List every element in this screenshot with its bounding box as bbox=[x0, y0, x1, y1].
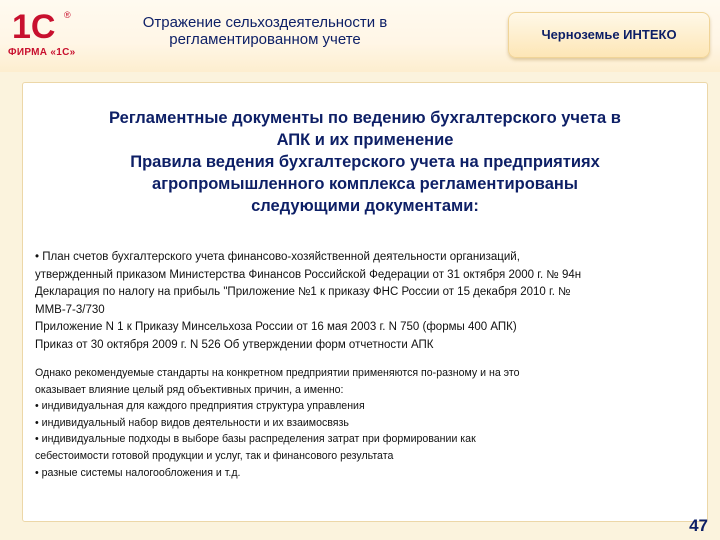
slide-header-title bbox=[100, 14, 430, 48]
documents-line: ММВ-7-3/730 bbox=[35, 303, 105, 316]
main-heading bbox=[23, 107, 707, 217]
documents-line: • План счетов бухгалтерского учета финансово-хозяйственной деятельности организаций, bbox=[35, 251, 520, 263]
company-name: Черноземье ИНТЕКО bbox=[541, 27, 677, 42]
notes-line: • индивидуальные подходы в выборе базы распределения затрат при формировании как bbox=[35, 433, 476, 446]
logo-mark: 1С bbox=[12, 8, 56, 46]
heading-line: Правила ведения бухгалтерского учета на предприятиях bbox=[130, 153, 600, 171]
heading-line: АПК и их применение bbox=[276, 131, 454, 149]
documents-line: Приказ от 30 октября 2009 г. N 526 Об утверждении форм отчетности АПК bbox=[35, 338, 434, 351]
company-badge bbox=[508, 12, 710, 58]
page-number: 47 bbox=[689, 516, 708, 535]
logo-1c bbox=[8, 8, 86, 64]
documents-line: Декларация по налогу на прибыль "Приложение №1 к приказу ФНС России от 15 декабря 2010 г. № bbox=[35, 286, 571, 298]
notes-line: Однако рекомендуемые стандарты на конкретном предприятии применяются по-разному и на это bbox=[35, 367, 520, 379]
notes-line: • индивидуальная для каждого предприятия структура управления bbox=[35, 400, 365, 413]
heading-line: следующими документами: bbox=[251, 197, 479, 215]
notes-line: • индивидуальный набор видов деятельности и их взаимосвязь bbox=[35, 416, 349, 429]
header-band bbox=[0, 0, 720, 72]
header-title-line: Отражение сельхоздеятельности в bbox=[142, 14, 388, 31]
notes-line: себестоимости готовой продукции и услуг, так и финансового результата bbox=[35, 449, 394, 462]
heading-line: Регламентные документы по ведению бухгалтерского учета в bbox=[109, 109, 621, 127]
heading-line: агропромышленного комплекса регламентированы bbox=[152, 175, 578, 193]
notes-line: оказывает влияние целый ряд объективных причин, а именно: bbox=[35, 383, 344, 396]
documents-list bbox=[35, 249, 699, 354]
registered-mark: ® bbox=[64, 10, 71, 20]
notes-paragraph bbox=[35, 365, 699, 481]
notes-line: • разные системы налогообложения и т.д. bbox=[35, 466, 241, 479]
header-title-line: регламентированном учете bbox=[169, 31, 361, 48]
documents-line: Приложение N 1 к Приказу Минсельхоза России от 16 мая 2003 г. N 750 (формы 400 АПК) bbox=[35, 321, 517, 333]
content-panel bbox=[22, 82, 708, 522]
logo-subtitle: ФИРМА «1С» bbox=[8, 47, 76, 58]
documents-line: утвержденный приказом Министерства Финансов Российской Федерации от 31 октября 2000 г. № 94н bbox=[35, 268, 582, 281]
